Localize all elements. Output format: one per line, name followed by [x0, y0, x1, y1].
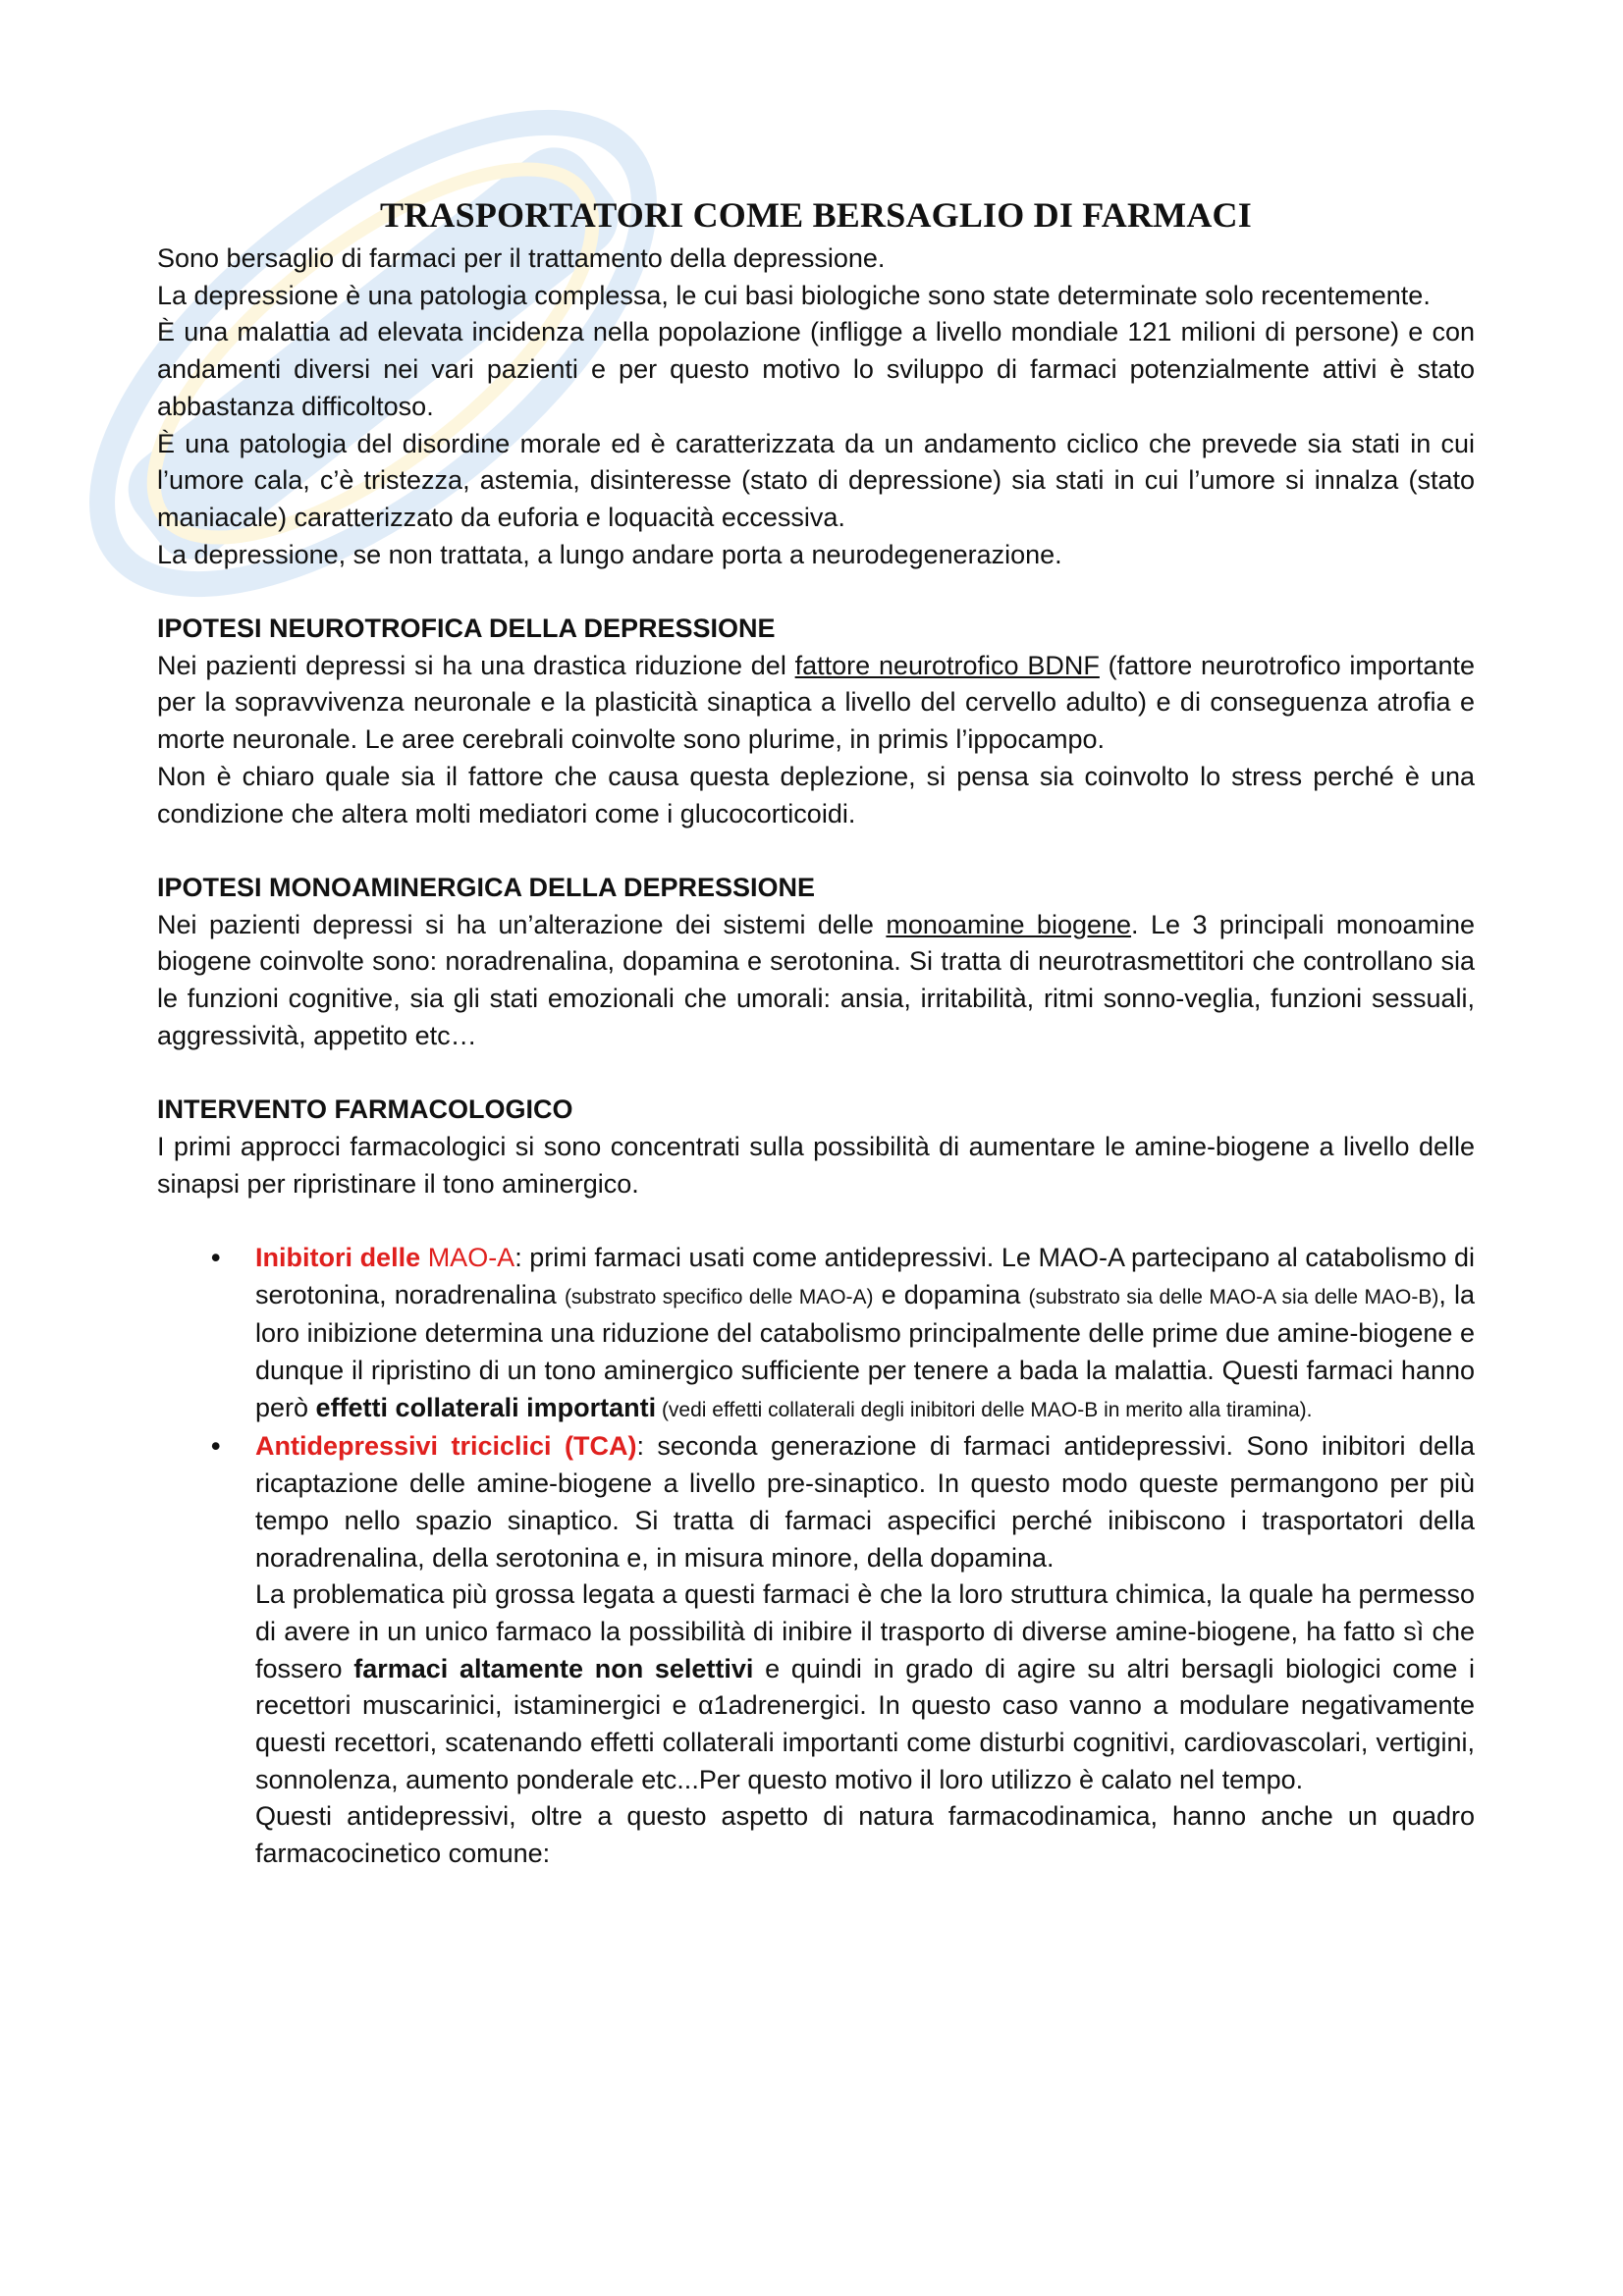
bullet-icon: • — [211, 1242, 221, 1272]
document-page — [157, 191, 1475, 1873]
bdnf-underlined-term: fattore neurotrofico BDNF — [794, 650, 1100, 680]
tca-label: Antidepressivi triciclici (TCA) — [255, 1431, 637, 1462]
section-heading-intervento: INTERVENTO FARMACOLOGICO — [157, 1095, 573, 1125]
intervento-paragraph: I primi approcci farmacologici si sono concentrati sulla possibilità di aumentare le amine-biogene a livello delle sinapsi per ripristinare il tono aminergico. — [157, 1131, 1475, 1199]
mao-label: Inibitori delle MAO-A — [255, 1242, 515, 1272]
neurotrofica-paragraph-1: Nei pazienti depressi si ha una drastica riduzione del fattore neurotrofico BDNF (fattore neurotrofico importante per la sopravvivenza neuronale e la plasticità sinaptica a livello del cervello adulto) e di conseguenza atrofia e morte neuronale. Le aree cerebrali coinvolte sono plurime, in primis l’ippocampo. — [157, 650, 1475, 755]
intro-line-5: La depressione, se non trattata, a lungo andare porta a neurodegenerazione. — [157, 539, 1062, 569]
tca-paragraph-2: La problematica più grossa legata a questi farmaci è che la loro struttura chimica, la quale ha permesso di avere in un unico farmaco la possibilità di inibire il trasporto di diverse amine-biogene, ha fatto sì che fossero farmaci altamente non selettivi e quindi in grado di agire su altri bersagli biologici come i recettori muscarinici, istaminergici e α1adrenergici. In questo caso vanno a modulare negativamente questi recettori, scatenando effetti collaterali importanti come disturbi cognitivi, cardiovascolari, vertigini, sonnolenza, aumento ponderale etc...Per questo motivo il loro utilizzo è calato nel tempo. — [255, 1579, 1476, 1794]
bullet-icon: • — [211, 1431, 221, 1462]
monoaminergica-paragraph: Nei pazienti depressi si ha un’alterazione dei sistemi delle monoamine biogene. Le 3 principali monoamine biogene coinvolte sono: noradrenalina, dopamina e serotonina. Si tratta di neurotrasmettitori che controllano sia le funzioni cognitive, sia gli stati emozionali che umorali: ansia, irritabilità, ritmi sonno-veglia, funzioni sessuali, aggressività, appetito etc… — [157, 909, 1476, 1050]
effetti-collaterali-bold: effetti collaterali importanti — [315, 1392, 657, 1422]
list-item-tca: • Antidepressivi triciclici (TCA): seconda generazione di farmaci antidepressivi. Sono inibitori della ricaptazione delle amine-biogene a livello pre-sinaptico. In questo modo queste permangono per più tempo nello spazio sinaptico. Si tratta di farmaci aspecifici perché inibiscono i trasportatori della noradrenalina, della serotonina e, in misura minore, della dopamina. La problematica più grossa legata a questi farmaci è che la loro struttura chimica, la quale ha permesso di avere in un unico farmaco la possibilità di inibire il trasporto di diverse amine-biogene, ha fatto sì che fossero farmaci altamente non selettivi e quindi in grado di agire su altri bersagli biologici come i recettori muscarinici, istaminergici e α1adrenergici. In questo caso vanno a modulare negativamente questi recettori, scatenando effetti collaterali importanti come disturbi cognitivi, cardiovascolari, vertigini, sonnolenza, aumento ponderale etc...Per questo motivo il loro utilizzo è calato nel tempo. Questi antidepressivi, oltre a questo aspetto di natura farmacodinamica, hanno anche un quadro farmacocinetico comune: — [157, 1428, 1475, 1872]
intro-line-1: Sono bersaglio di farmaci per il trattamento della depressione. — [157, 243, 886, 273]
intro-line-4: È una patologia del disordine morale ed è caratterizzata da un andamento ciclico che prevede sia stati in cui l’umore cala, c’è tristezza, astemia, disinteresse (stato di depressione) sia stati in cui l’umore si innalza (stato maniacale) caratterizzato da euforia e loquacità eccessiva. — [157, 428, 1475, 532]
intro-line-2: La depressione è una patologia complessa, le cui basi biologiche sono state determinate solo recentemente. — [157, 280, 1431, 310]
neurotrofica-paragraph-2: Non è chiaro quale sia il fattore che causa questa deplezione, si pensa sia coinvolto lo stress perché è una condizione che altera molti mediatori come i glucocorticoidi. — [157, 761, 1475, 828]
page-title: TRASPORTATORI COME BERSAGLIO DI FARMACI — [380, 195, 1252, 235]
section-heading-monoaminergica: IPOTESI MONOAMINERGICA DELLA DEPRESSIONE — [157, 872, 816, 902]
tca-paragraph-3: Questi antidepressivi, oltre a questo aspetto di natura farmacodinamica, hanno anche un quadro farmacocinetico comune: — [255, 1801, 1475, 1869]
monoamine-underlined-term: monoamine biogene — [886, 909, 1132, 939]
section-heading-neurotrofica: IPOTESI NEUROTROFICA DELLA DEPRESSIONE — [157, 614, 776, 644]
intro-line-3: È una malattia ad elevata incidenza nella popolazione (infligge a livello mondiale 121 milioni di persone) e con andamenti diversi nei vari pazienti e per questo motivo lo sviluppo di farmaci potenzialmente attivi è stato abbastanza difficoltoso. — [157, 317, 1475, 421]
drug-class-list — [157, 1240, 1475, 1873]
non-selettivi-bold: farmaci altamente non selettivi — [353, 1653, 754, 1683]
list-item-mao: • Inibitori delle MAO-A: primi farmaci usati come antidepressivi. Le MAO-A partecipano al catabolismo di serotonina, noradrenalina (substrato specifico delle MAO-A) e dopamina (substrato sia delle MAO-A sia delle MAO-B), la loro inibizione determina una riduzione del catabolismo principalmente delle prime due amine-biogene e dunque il ripristino di un tono aminergico sufficiente per tenere a bada la malattia. Questi farmaci hanno però effetti collaterali importanti (vedi effetti collaterali degli inibitori delle MAO-B in merito alla tiramina). — [157, 1240, 1475, 1429]
